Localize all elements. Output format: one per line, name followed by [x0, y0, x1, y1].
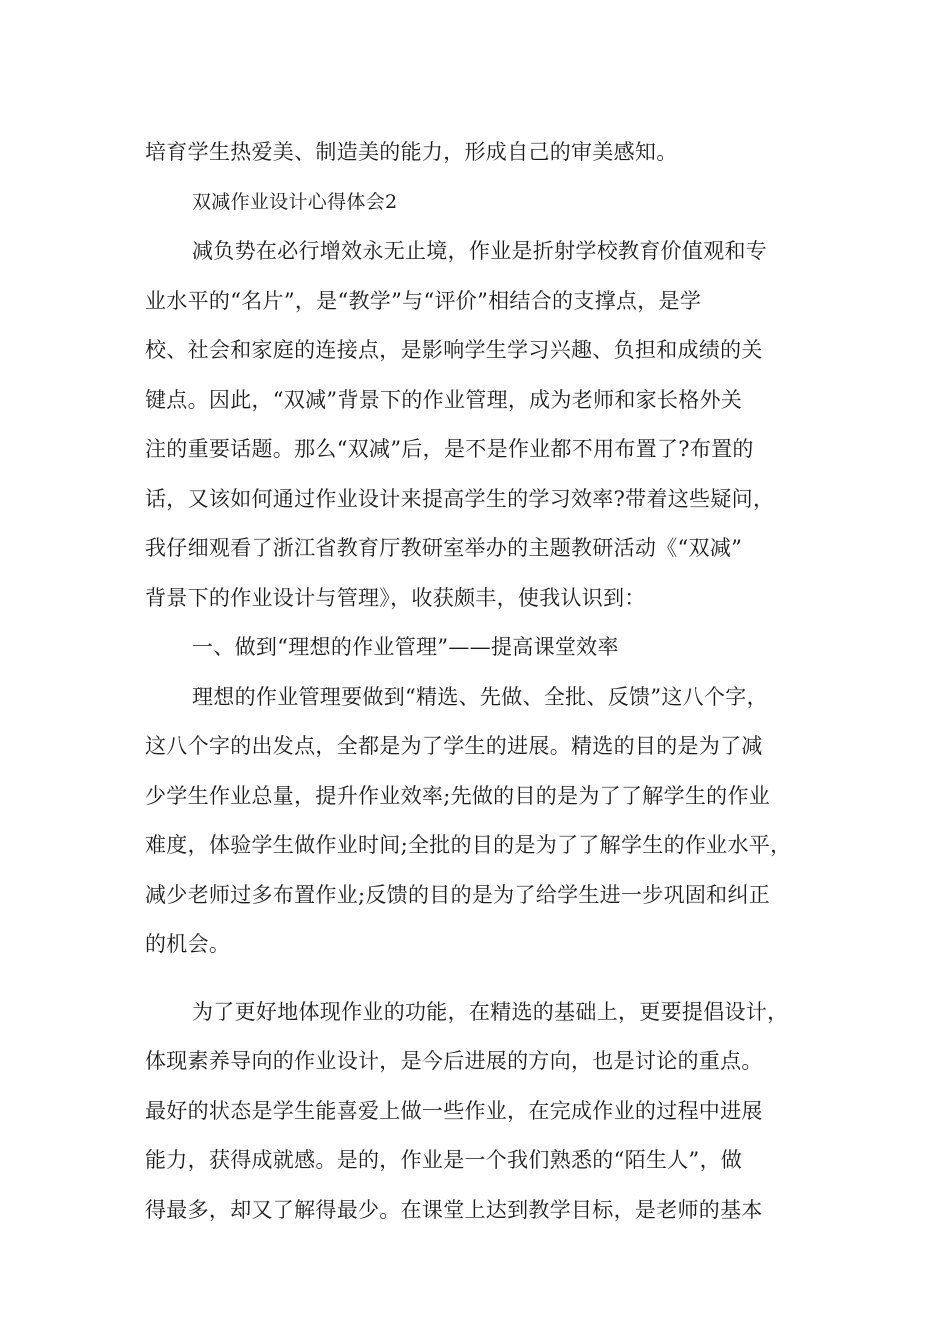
text-line: 校、社会和家庭的连接点，是影响学生学习兴趣、负担和成绩的关 — [145, 338, 763, 362]
text-line: 最好的状态是学生能喜爱上做一些作业，在完成作业的过程中进展 — [145, 1098, 763, 1123]
paragraph-gap — [145, 970, 825, 988]
text-line: 少学生作业总量，提升作业效率;先做的目的是为了了解学生的作业 — [145, 783, 771, 808]
text-line: 这八个字的出发点，全都是为了学生的进展。精选的目的是为了减 — [145, 734, 763, 758]
text-line: 得最多，却又了解得最少。在课堂上达到教学目标，是老师的基本 — [145, 1197, 763, 1222]
subsection-heading: 一、做到“理想的作业管理”——提高课堂效率 — [192, 635, 619, 659]
text-line: 理想的作业管理要做到“精选、先做、全批、反馈”这八个字， — [192, 684, 768, 709]
text-line: 为了更好地体现作业的功能，在精选的基础上，更要提倡设计， — [192, 999, 789, 1024]
text-line: 难度，体验学生做作业时间;全批的目的是为了了解学生的作业水平， — [145, 833, 792, 857]
text-line: 我仔细观看了浙江省教育厅教研室举办的主题教研活动《“双减” — [145, 536, 743, 560]
text-line: 注的重要话题。那么“双减”后，是不是作业都不用布置了?布置的 — [145, 437, 754, 461]
text-line: 减少老师过多布置作业;反馈的目的是为了给学生进一步巩固和纠正 — [145, 882, 771, 907]
text-line: 减负势在必行增效永无止境，作业是折射学校教育价值观和专 — [192, 239, 768, 263]
text-line: 能力，获得成就感。是的，作业是一个我们熟悉的“陌生人”，做 — [145, 1148, 743, 1172]
text-line: 体现素养导向的作业设计，是今后进展的方向，也是讨论的重点。 — [145, 1049, 763, 1073]
section-heading: 双减作业设计心得体会2 — [192, 190, 398, 213]
text-line: 话，又该如何通过作业设计来提高学生的学习效率?带着这些疑问， — [145, 486, 775, 511]
text-line: 键点。因此，“双减”背景下的作业管理，成为老师和家长格外关 — [145, 387, 743, 412]
text-line: 培育学生热爱美、制造美的能力，形成自己的审美感知。 — [145, 140, 678, 164]
document-body — [145, 128, 825, 1235]
text-line: 业水平的“名片”，是“教学”与“评价”相结合的支撑点，是学 — [145, 288, 702, 313]
text-line: 背景下的作业设计与管理》，收获颇丰，使我认识到： — [145, 585, 646, 610]
text-line: 的机会。 — [145, 932, 231, 956]
